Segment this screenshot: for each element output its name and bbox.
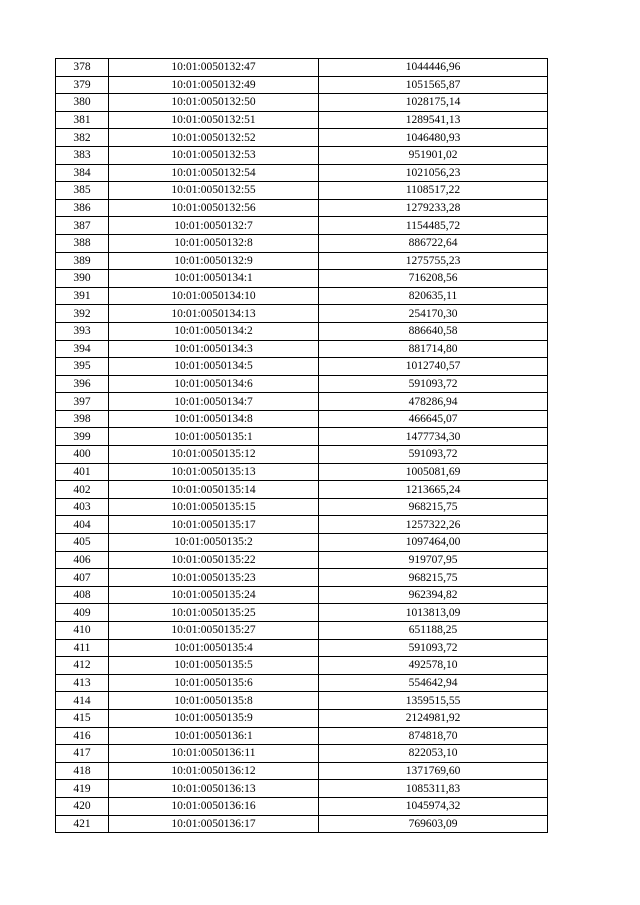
value-cell: 1012740,57 — [319, 358, 548, 376]
row-number-cell: 399 — [56, 428, 109, 446]
table-row — [56, 446, 548, 464]
table-row — [56, 305, 548, 323]
cadastral-number-cell: 10:01:0050132:49 — [109, 76, 319, 94]
table-row — [56, 586, 548, 604]
value-cell: 1275755,23 — [319, 252, 548, 270]
table-row — [56, 622, 548, 640]
table-row — [56, 551, 548, 569]
cadastral-number-cell: 10:01:0050135:13 — [109, 463, 319, 481]
value-cell: 716208,56 — [319, 270, 548, 288]
value-cell: 919707,95 — [319, 551, 548, 569]
cadastral-number-cell: 10:01:0050135:25 — [109, 604, 319, 622]
value-cell: 254170,30 — [319, 305, 548, 323]
cadastral-number-cell: 10:01:0050135:17 — [109, 516, 319, 534]
value-cell: 1028175,14 — [319, 94, 548, 112]
value-cell: 886640,58 — [319, 322, 548, 340]
table-row — [56, 815, 548, 833]
table-row — [56, 94, 548, 112]
cadastral-number-cell: 10:01:0050134:8 — [109, 410, 319, 428]
value-cell: 554642,94 — [319, 674, 548, 692]
cadastral-number-cell: 10:01:0050132:51 — [109, 111, 319, 129]
row-number-cell: 393 — [56, 322, 109, 340]
table-row — [56, 410, 548, 428]
value-cell: 1097464,00 — [319, 534, 548, 552]
table-row — [56, 516, 548, 534]
cadastral-number-cell: 10:01:0050132:54 — [109, 164, 319, 182]
row-number-cell: 412 — [56, 657, 109, 675]
row-number-cell: 409 — [56, 604, 109, 622]
row-number-cell: 421 — [56, 815, 109, 833]
row-number-cell: 387 — [56, 217, 109, 235]
table-row — [56, 569, 548, 587]
table-row — [56, 217, 548, 235]
row-number-cell: 382 — [56, 129, 109, 147]
row-number-cell: 378 — [56, 59, 109, 77]
row-number-cell: 389 — [56, 252, 109, 270]
row-number-cell: 391 — [56, 287, 109, 305]
table-row — [56, 657, 548, 675]
row-number-cell: 396 — [56, 375, 109, 393]
cadastral-number-cell: 10:01:0050135:12 — [109, 446, 319, 464]
cadastral-number-cell: 10:01:0050136:13 — [109, 780, 319, 798]
cadastral-number-cell: 10:01:0050135:8 — [109, 692, 319, 710]
value-cell: 769603,09 — [319, 815, 548, 833]
value-cell: 466645,07 — [319, 410, 548, 428]
table-row — [56, 164, 548, 182]
row-number-cell: 402 — [56, 481, 109, 499]
table-row — [56, 358, 548, 376]
cadastral-number-cell: 10:01:0050132:47 — [109, 59, 319, 77]
table-row — [56, 76, 548, 94]
value-cell: 492578,10 — [319, 657, 548, 675]
row-number-cell: 404 — [56, 516, 109, 534]
cadastral-number-cell: 10:01:0050135:24 — [109, 586, 319, 604]
value-cell: 822053,10 — [319, 745, 548, 763]
row-number-cell: 414 — [56, 692, 109, 710]
cadastral-number-cell: 10:01:0050132:9 — [109, 252, 319, 270]
cadastral-number-cell: 10:01:0050136:11 — [109, 745, 319, 763]
table-row — [56, 287, 548, 305]
cadastral-number-cell: 10:01:0050132:50 — [109, 94, 319, 112]
cadastral-number-cell: 10:01:0050132:56 — [109, 199, 319, 217]
row-number-cell: 394 — [56, 340, 109, 358]
value-cell: 2124981,92 — [319, 709, 548, 727]
row-number-cell: 418 — [56, 762, 109, 780]
value-cell: 881714,80 — [319, 340, 548, 358]
table-row — [56, 498, 548, 516]
row-number-cell: 413 — [56, 674, 109, 692]
cadastral-number-cell: 10:01:0050134:5 — [109, 358, 319, 376]
table-row — [56, 463, 548, 481]
row-number-cell: 403 — [56, 498, 109, 516]
row-number-cell: 395 — [56, 358, 109, 376]
cadastral-number-cell: 10:01:0050135:5 — [109, 657, 319, 675]
cadastral-number-cell: 10:01:0050132:8 — [109, 234, 319, 252]
table-row — [56, 780, 548, 798]
table-body — [56, 59, 548, 833]
cadastral-number-cell: 10:01:0050135:15 — [109, 498, 319, 516]
cadastral-number-cell: 10:01:0050136:17 — [109, 815, 319, 833]
table-row — [56, 604, 548, 622]
cadastral-number-cell: 10:01:0050135:23 — [109, 569, 319, 587]
row-number-cell: 397 — [56, 393, 109, 411]
row-number-cell: 379 — [56, 76, 109, 94]
table-row — [56, 270, 548, 288]
table-row — [56, 797, 548, 815]
value-cell: 1085311,83 — [319, 780, 548, 798]
value-cell: 1045974,32 — [319, 797, 548, 815]
value-cell: 1013813,09 — [319, 604, 548, 622]
cadastral-number-cell: 10:01:0050135:4 — [109, 639, 319, 657]
value-cell: 1046480,93 — [319, 129, 548, 147]
row-number-cell: 398 — [56, 410, 109, 428]
row-number-cell: 406 — [56, 551, 109, 569]
table-row — [56, 111, 548, 129]
value-cell: 886722,64 — [319, 234, 548, 252]
table-row — [56, 709, 548, 727]
cadastral-number-cell: 10:01:0050135:14 — [109, 481, 319, 499]
value-cell: 820635,11 — [319, 287, 548, 305]
table-row — [56, 322, 548, 340]
cadastral-number-cell: 10:01:0050135:9 — [109, 709, 319, 727]
cadastral-number-cell: 10:01:0050136:12 — [109, 762, 319, 780]
cadastral-number-cell: 10:01:0050132:52 — [109, 129, 319, 147]
table-row — [56, 481, 548, 499]
table-row — [56, 674, 548, 692]
value-cell: 951901,02 — [319, 146, 548, 164]
cadastral-number-cell: 10:01:0050134:6 — [109, 375, 319, 393]
value-cell: 1005081,69 — [319, 463, 548, 481]
row-number-cell: 380 — [56, 94, 109, 112]
cadastral-number-cell: 10:01:0050135:6 — [109, 674, 319, 692]
row-number-cell: 410 — [56, 622, 109, 640]
row-number-cell: 407 — [56, 569, 109, 587]
table-row — [56, 393, 548, 411]
value-cell: 1289541,13 — [319, 111, 548, 129]
value-cell: 1257322,26 — [319, 516, 548, 534]
table-row — [56, 199, 548, 217]
row-number-cell: 390 — [56, 270, 109, 288]
row-number-cell: 415 — [56, 709, 109, 727]
value-cell: 651188,25 — [319, 622, 548, 640]
row-number-cell: 381 — [56, 111, 109, 129]
table-row — [56, 534, 548, 552]
cadastral-number-cell: 10:01:0050134:13 — [109, 305, 319, 323]
cadastral-number-cell: 10:01:0050135:27 — [109, 622, 319, 640]
value-cell: 591093,72 — [319, 446, 548, 464]
row-number-cell: 420 — [56, 797, 109, 815]
table-row — [56, 182, 548, 200]
cadastral-number-cell: 10:01:0050135:1 — [109, 428, 319, 446]
value-cell: 1044446,96 — [319, 59, 548, 77]
row-number-cell: 405 — [56, 534, 109, 552]
value-cell: 1371769,60 — [319, 762, 548, 780]
table-row — [56, 375, 548, 393]
value-cell: 1359515,55 — [319, 692, 548, 710]
cadastral-number-cell: 10:01:0050135:22 — [109, 551, 319, 569]
value-cell: 591093,72 — [319, 375, 548, 393]
value-cell: 591093,72 — [319, 639, 548, 657]
cadastral-number-cell: 10:01:0050136:1 — [109, 727, 319, 745]
value-cell: 874818,70 — [319, 727, 548, 745]
value-cell: 1108517,22 — [319, 182, 548, 200]
value-cell: 478286,94 — [319, 393, 548, 411]
table-row — [56, 129, 548, 147]
value-cell: 968215,75 — [319, 498, 548, 516]
table-row — [56, 234, 548, 252]
cadastral-number-cell: 10:01:0050132:7 — [109, 217, 319, 235]
cadastral-number-cell: 10:01:0050136:16 — [109, 797, 319, 815]
row-number-cell: 388 — [56, 234, 109, 252]
cadastral-number-cell: 10:01:0050134:7 — [109, 393, 319, 411]
value-cell: 962394,82 — [319, 586, 548, 604]
value-cell: 1213665,24 — [319, 481, 548, 499]
cadastral-number-cell: 10:01:0050134:1 — [109, 270, 319, 288]
cadastral-number-cell: 10:01:0050134:10 — [109, 287, 319, 305]
cadastral-number-cell: 10:01:0050134:3 — [109, 340, 319, 358]
row-number-cell: 416 — [56, 727, 109, 745]
value-cell: 1021056,23 — [319, 164, 548, 182]
table-row — [56, 639, 548, 657]
cadastral-value-table — [55, 58, 548, 833]
row-number-cell: 417 — [56, 745, 109, 763]
table-row — [56, 146, 548, 164]
cadastral-number-cell: 10:01:0050132:55 — [109, 182, 319, 200]
value-cell: 1154485,72 — [319, 217, 548, 235]
cadastral-number-cell: 10:01:0050135:2 — [109, 534, 319, 552]
cadastral-number-cell: 10:01:0050132:53 — [109, 146, 319, 164]
value-cell: 1051565,87 — [319, 76, 548, 94]
table-row — [56, 727, 548, 745]
table-row — [56, 340, 548, 358]
table-row — [56, 692, 548, 710]
row-number-cell: 386 — [56, 199, 109, 217]
table-row — [56, 59, 548, 77]
row-number-cell: 392 — [56, 305, 109, 323]
row-number-cell: 408 — [56, 586, 109, 604]
table-row — [56, 428, 548, 446]
value-cell: 1477734,30 — [319, 428, 548, 446]
table-row — [56, 745, 548, 763]
cadastral-number-cell: 10:01:0050134:2 — [109, 322, 319, 340]
value-cell: 1279233,28 — [319, 199, 548, 217]
row-number-cell: 411 — [56, 639, 109, 657]
row-number-cell: 400 — [56, 446, 109, 464]
row-number-cell: 401 — [56, 463, 109, 481]
table-row — [56, 252, 548, 270]
row-number-cell: 384 — [56, 164, 109, 182]
row-number-cell: 419 — [56, 780, 109, 798]
value-cell: 968215,75 — [319, 569, 548, 587]
table-row — [56, 762, 548, 780]
row-number-cell: 385 — [56, 182, 109, 200]
row-number-cell: 383 — [56, 146, 109, 164]
